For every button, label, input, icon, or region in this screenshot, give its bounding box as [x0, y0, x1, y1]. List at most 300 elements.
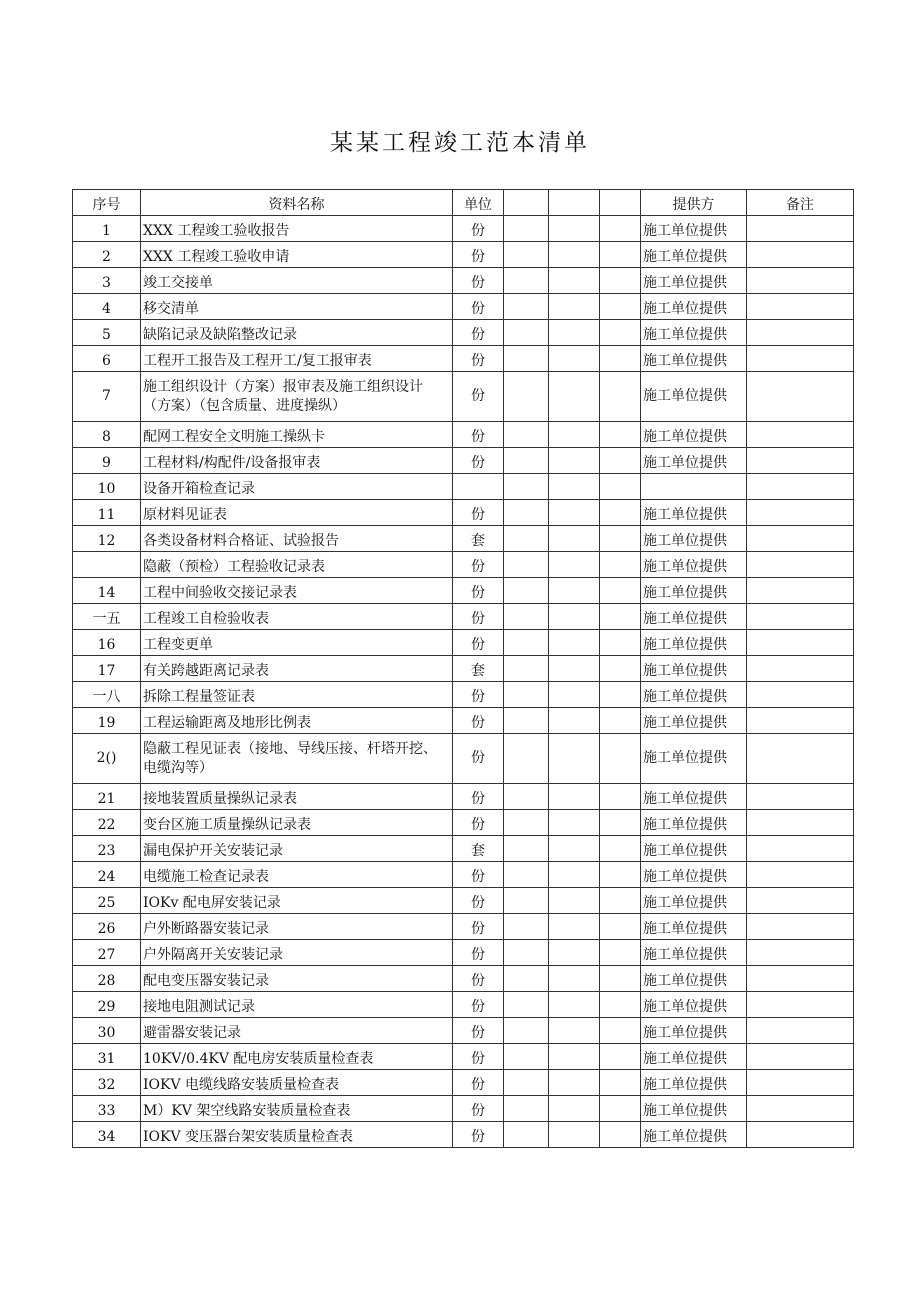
table-row	[73, 448, 854, 474]
row-blank-2	[549, 268, 600, 294]
header-unit: 单位	[453, 190, 504, 216]
row-no: 一五	[73, 604, 141, 630]
row-blank-1	[504, 372, 549, 422]
row-unit: 份	[453, 1018, 504, 1044]
row-name: 配网工程安全文明施工操纵卡	[141, 422, 453, 448]
row-no: 10	[73, 474, 141, 500]
table-row	[73, 268, 854, 294]
table-row	[73, 294, 854, 320]
table-row	[73, 216, 854, 242]
row-unit: 份	[453, 448, 504, 474]
row-no: 24	[73, 862, 141, 888]
row-blank-2	[549, 734, 600, 784]
row-remark	[747, 862, 854, 888]
row-blank-3	[600, 940, 641, 966]
row-no: 30	[73, 1018, 141, 1044]
row-remark	[747, 268, 854, 294]
row-unit: 份	[453, 320, 504, 346]
row-remark	[747, 784, 854, 810]
row-blank-3	[600, 1044, 641, 1070]
row-no: 25	[73, 888, 141, 914]
row-provider: 施工单位提供	[641, 1044, 747, 1070]
row-name: XXX 工程竣工验收报告	[141, 216, 453, 242]
row-remark	[747, 346, 854, 372]
row-name: 各类设备材料合格证、试验报告	[141, 526, 453, 552]
row-no: 33	[73, 1096, 141, 1122]
row-blank-3	[600, 1018, 641, 1044]
row-blank-1	[504, 526, 549, 552]
table-row	[73, 422, 854, 448]
row-blank-2	[549, 242, 600, 268]
row-remark	[747, 992, 854, 1018]
row-unit: 份	[453, 784, 504, 810]
row-blank-2	[549, 940, 600, 966]
row-provider: 施工单位提供	[641, 552, 747, 578]
row-no: 14	[73, 578, 141, 604]
row-blank-3	[600, 526, 641, 552]
row-blank-1	[504, 836, 549, 862]
row-name: IOKv 配电屏安装记录	[141, 888, 453, 914]
row-blank-2	[549, 346, 600, 372]
row-no: 11	[73, 500, 141, 526]
row-blank-1	[504, 578, 549, 604]
row-remark	[747, 552, 854, 578]
row-unit: 份	[453, 682, 504, 708]
row-unit: 份	[453, 216, 504, 242]
row-unit: 份	[453, 372, 504, 422]
row-no: 26	[73, 914, 141, 940]
row-provider: 施工单位提供	[641, 604, 747, 630]
row-unit: 份	[453, 1070, 504, 1096]
row-no: 19	[73, 708, 141, 734]
row-remark	[747, 1044, 854, 1070]
row-blank-1	[504, 862, 549, 888]
row-no: 29	[73, 992, 141, 1018]
row-blank-2	[549, 216, 600, 242]
row-name: 接地电阻测试记录	[141, 992, 453, 1018]
row-blank-2	[549, 604, 600, 630]
row-blank-2	[549, 578, 600, 604]
row-remark	[747, 372, 854, 422]
row-no: 23	[73, 836, 141, 862]
row-blank-1	[504, 320, 549, 346]
row-unit: 份	[453, 346, 504, 372]
row-blank-2	[549, 552, 600, 578]
row-no	[73, 552, 141, 578]
row-no: 32	[73, 1070, 141, 1096]
row-blank-2	[549, 862, 600, 888]
header-remark: 备注	[747, 190, 854, 216]
row-name: 工程竣工自检验收表	[141, 604, 453, 630]
row-name: 漏电保护开关安装记录	[141, 836, 453, 862]
row-provider: 施工单位提供	[641, 734, 747, 784]
row-no: 34	[73, 1122, 141, 1148]
row-blank-2	[549, 474, 600, 500]
table-row	[73, 320, 854, 346]
row-blank-3	[600, 682, 641, 708]
row-blank-3	[600, 836, 641, 862]
row-provider: 施工单位提供	[641, 294, 747, 320]
row-unit: 份	[453, 604, 504, 630]
row-provider: 施工单位提供	[641, 242, 747, 268]
row-provider: 施工单位提供	[641, 966, 747, 992]
row-blank-3	[600, 216, 641, 242]
table-header-row	[73, 190, 854, 216]
row-no: 5	[73, 320, 141, 346]
table-row	[73, 966, 854, 992]
header-blank-1	[504, 190, 549, 216]
row-unit: 份	[453, 966, 504, 992]
row-remark	[747, 320, 854, 346]
row-blank-3	[600, 708, 641, 734]
row-blank-3	[600, 1070, 641, 1096]
row-name: 竣工交接单	[141, 268, 453, 294]
row-no: 9	[73, 448, 141, 474]
row-blank-3	[600, 784, 641, 810]
row-no: 2	[73, 242, 141, 268]
row-blank-3	[600, 268, 641, 294]
row-blank-1	[504, 682, 549, 708]
row-blank-3	[600, 966, 641, 992]
row-no: 8	[73, 422, 141, 448]
row-name: 户外隔离开关安装记录	[141, 940, 453, 966]
row-name: XXX 工程竣工验收申请	[141, 242, 453, 268]
row-unit: 份	[453, 552, 504, 578]
row-unit: 份	[453, 422, 504, 448]
table-row	[73, 578, 854, 604]
header-provider: 提供方	[641, 190, 747, 216]
row-provider: 施工单位提供	[641, 656, 747, 682]
row-blank-1	[504, 1096, 549, 1122]
row-blank-1	[504, 294, 549, 320]
row-no: 12	[73, 526, 141, 552]
row-provider: 施工单位提供	[641, 346, 747, 372]
row-name: 工程中间验收交接记录表	[141, 578, 453, 604]
row-remark	[747, 526, 854, 552]
row-remark	[747, 966, 854, 992]
row-no: 1	[73, 216, 141, 242]
row-remark	[747, 1070, 854, 1096]
row-blank-3	[600, 578, 641, 604]
row-blank-2	[549, 784, 600, 810]
row-blank-1	[504, 1070, 549, 1096]
row-no: 28	[73, 966, 141, 992]
row-unit: 份	[453, 578, 504, 604]
row-name: 拆除工程量签证表	[141, 682, 453, 708]
row-unit: 份	[453, 888, 504, 914]
row-blank-2	[549, 888, 600, 914]
row-blank-2	[549, 1044, 600, 1070]
row-blank-3	[600, 656, 641, 682]
row-blank-3	[600, 992, 641, 1018]
table-row	[73, 888, 854, 914]
row-provider: 施工单位提供	[641, 500, 747, 526]
row-blank-2	[549, 810, 600, 836]
row-blank-2	[549, 320, 600, 346]
row-blank-1	[504, 1018, 549, 1044]
row-remark	[747, 1122, 854, 1148]
row-unit: 份	[453, 862, 504, 888]
row-blank-3	[600, 500, 641, 526]
row-blank-3	[600, 448, 641, 474]
row-unit: 份	[453, 810, 504, 836]
row-unit: 份	[453, 1044, 504, 1070]
row-blank-1	[504, 656, 549, 682]
row-blank-1	[504, 552, 549, 578]
row-remark	[747, 448, 854, 474]
row-provider: 施工单位提供	[641, 1070, 747, 1096]
row-blank-2	[549, 992, 600, 1018]
row-remark	[747, 682, 854, 708]
row-provider: 施工单位提供	[641, 708, 747, 734]
header-blank-3	[600, 190, 641, 216]
row-blank-3	[600, 1096, 641, 1122]
row-name: M）KV 架空线路安装质量检查表	[141, 1096, 453, 1122]
row-remark	[747, 656, 854, 682]
row-blank-3	[600, 294, 641, 320]
row-name: 工程材料/构配件/设备报审表	[141, 448, 453, 474]
row-blank-1	[504, 708, 549, 734]
row-name: 变台区施工质量操纵记录表	[141, 810, 453, 836]
row-provider: 施工单位提供	[641, 578, 747, 604]
row-name: 10KV/0.4KV 配电房安装质量检查表	[141, 1044, 453, 1070]
row-name: 有关跨越距离记录表	[141, 656, 453, 682]
table-row	[73, 1044, 854, 1070]
row-remark	[747, 914, 854, 940]
row-blank-1	[504, 734, 549, 784]
row-unit: 份	[453, 294, 504, 320]
row-blank-2	[549, 1018, 600, 1044]
row-name: 隐蔽工程见证表（接地、导线压接、杆塔开挖、电缆沟等）	[141, 734, 453, 784]
table-row	[73, 1070, 854, 1096]
row-no: 22	[73, 810, 141, 836]
row-blank-1	[504, 216, 549, 242]
table-row	[73, 372, 854, 422]
row-blank-2	[549, 656, 600, 682]
row-blank-1	[504, 992, 549, 1018]
table-row	[73, 862, 854, 888]
row-remark	[747, 836, 854, 862]
row-blank-3	[600, 888, 641, 914]
table-body	[73, 216, 854, 1148]
row-blank-2	[549, 708, 600, 734]
row-name: 缺陷记录及缺陷整改记录	[141, 320, 453, 346]
row-provider: 施工单位提供	[641, 422, 747, 448]
row-blank-2	[549, 966, 600, 992]
row-name: 配电变压器安装记录	[141, 966, 453, 992]
row-remark	[747, 708, 854, 734]
row-no: 一八	[73, 682, 141, 708]
row-blank-1	[504, 448, 549, 474]
table-row	[73, 500, 854, 526]
row-blank-3	[600, 914, 641, 940]
row-blank-1	[504, 1044, 549, 1070]
table-row	[73, 682, 854, 708]
row-blank-2	[549, 500, 600, 526]
row-provider: 施工单位提供	[641, 216, 747, 242]
row-remark	[747, 940, 854, 966]
row-unit: 套	[453, 656, 504, 682]
row-provider: 施工单位提供	[641, 682, 747, 708]
row-provider: 施工单位提供	[641, 940, 747, 966]
table-row	[73, 914, 854, 940]
table-row	[73, 552, 854, 578]
row-remark	[747, 294, 854, 320]
row-remark	[747, 1096, 854, 1122]
row-remark	[747, 500, 854, 526]
document-table	[72, 189, 854, 1148]
table-row	[73, 992, 854, 1018]
table-row	[73, 474, 854, 500]
row-unit: 份	[453, 992, 504, 1018]
row-blank-1	[504, 500, 549, 526]
row-blank-1	[504, 810, 549, 836]
row-provider: 施工单位提供	[641, 526, 747, 552]
row-remark	[747, 604, 854, 630]
row-provider: 施工单位提供	[641, 1018, 747, 1044]
table-row	[73, 810, 854, 836]
row-no: 3	[73, 268, 141, 294]
row-provider: 施工单位提供	[641, 862, 747, 888]
row-blank-3	[600, 862, 641, 888]
row-blank-1	[504, 604, 549, 630]
row-provider: 施工单位提供	[641, 992, 747, 1018]
row-remark	[747, 630, 854, 656]
row-blank-1	[504, 914, 549, 940]
row-provider: 施工单位提供	[641, 1096, 747, 1122]
row-unit: 套	[453, 836, 504, 862]
row-blank-2	[549, 422, 600, 448]
table-row	[73, 734, 854, 784]
row-blank-2	[549, 372, 600, 422]
row-name: 工程开工报告及工程开工/复工报审表	[141, 346, 453, 372]
row-no: 27	[73, 940, 141, 966]
row-no: 2()	[73, 734, 141, 784]
row-blank-2	[549, 1122, 600, 1148]
row-blank-1	[504, 1122, 549, 1148]
row-unit: 份	[453, 1096, 504, 1122]
row-blank-3	[600, 810, 641, 836]
row-provider: 施工单位提供	[641, 836, 747, 862]
row-remark	[747, 474, 854, 500]
row-remark	[747, 422, 854, 448]
row-unit: 份	[453, 708, 504, 734]
row-blank-3	[600, 422, 641, 448]
row-blank-1	[504, 630, 549, 656]
row-provider: 施工单位提供	[641, 320, 747, 346]
row-blank-3	[600, 242, 641, 268]
row-blank-2	[549, 682, 600, 708]
row-remark	[747, 810, 854, 836]
row-unit: 份	[453, 268, 504, 294]
row-provider: 施工单位提供	[641, 372, 747, 422]
row-remark	[747, 734, 854, 784]
row-blank-3	[600, 552, 641, 578]
table-row	[73, 630, 854, 656]
row-name: 施工组织设计（方案）报审表及施工组织设计（方案）（包含质量、进度操纵）	[141, 372, 453, 422]
row-no: 21	[73, 784, 141, 810]
row-blank-2	[549, 914, 600, 940]
row-remark	[747, 578, 854, 604]
row-unit: 份	[453, 500, 504, 526]
row-name: IOKV 电缆线路安装质量检查表	[141, 1070, 453, 1096]
row-name: 电缆施工检查记录表	[141, 862, 453, 888]
row-provider: 施工单位提供	[641, 448, 747, 474]
row-no: 16	[73, 630, 141, 656]
row-provider: 施工单位提供	[641, 268, 747, 294]
row-unit: 份	[453, 630, 504, 656]
row-name: IOKV 变压器台架安装质量检查表	[141, 1122, 453, 1148]
table-row	[73, 604, 854, 630]
row-unit: 份	[453, 940, 504, 966]
row-provider: 施工单位提供	[641, 1122, 747, 1148]
row-no: 17	[73, 656, 141, 682]
row-remark	[747, 242, 854, 268]
table-row	[73, 784, 854, 810]
row-provider: 施工单位提供	[641, 784, 747, 810]
row-blank-3	[600, 474, 641, 500]
row-unit: 份	[453, 914, 504, 940]
row-remark	[747, 888, 854, 914]
row-blank-2	[549, 448, 600, 474]
row-remark	[747, 216, 854, 242]
row-name: 户外断路器安装记录	[141, 914, 453, 940]
row-name: 接地装置质量操纵记录表	[141, 784, 453, 810]
row-blank-3	[600, 734, 641, 784]
row-blank-2	[549, 294, 600, 320]
row-provider	[641, 474, 747, 500]
row-blank-3	[600, 346, 641, 372]
row-blank-2	[549, 526, 600, 552]
row-no: 4	[73, 294, 141, 320]
row-unit: 份	[453, 242, 504, 268]
row-blank-2	[549, 1070, 600, 1096]
row-blank-1	[504, 346, 549, 372]
row-no: 7	[73, 372, 141, 422]
row-name: 设备开箱检查记录	[141, 474, 453, 500]
table-row	[73, 1018, 854, 1044]
row-unit: 份	[453, 1122, 504, 1148]
row-blank-1	[504, 268, 549, 294]
row-blank-3	[600, 320, 641, 346]
row-blank-3	[600, 1122, 641, 1148]
row-name: 原材料见证表	[141, 500, 453, 526]
row-blank-1	[504, 966, 549, 992]
row-provider: 施工单位提供	[641, 810, 747, 836]
row-blank-2	[549, 630, 600, 656]
row-name: 移交清单	[141, 294, 453, 320]
row-no: 31	[73, 1044, 141, 1070]
row-blank-3	[600, 630, 641, 656]
row-blank-1	[504, 422, 549, 448]
row-name: 避雷器安装记录	[141, 1018, 453, 1044]
table-row	[73, 346, 854, 372]
row-provider: 施工单位提供	[641, 630, 747, 656]
row-blank-2	[549, 1096, 600, 1122]
row-blank-1	[504, 474, 549, 500]
row-blank-2	[549, 836, 600, 862]
table-row	[73, 1122, 854, 1148]
row-blank-1	[504, 242, 549, 268]
row-provider: 施工单位提供	[641, 914, 747, 940]
row-remark	[747, 1018, 854, 1044]
row-name: 工程运输距离及地形比例表	[141, 708, 453, 734]
table-row	[73, 242, 854, 268]
row-unit	[453, 474, 504, 500]
row-blank-1	[504, 784, 549, 810]
header-blank-2	[549, 190, 600, 216]
table-row	[73, 1096, 854, 1122]
